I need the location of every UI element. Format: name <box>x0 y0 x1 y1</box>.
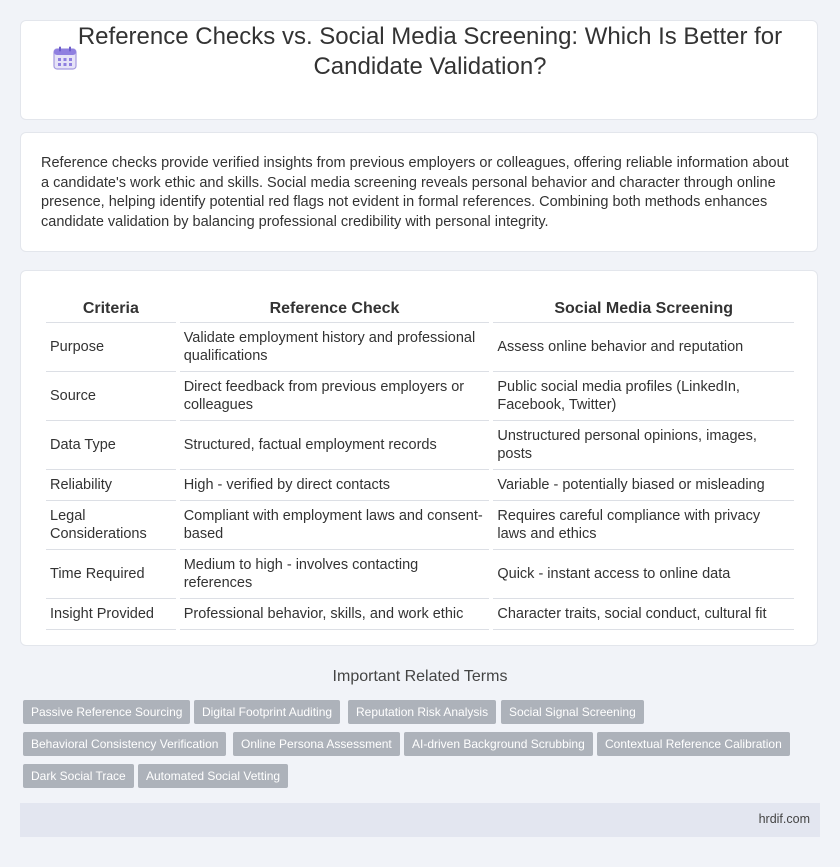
table-cell: Legal Considerations <box>46 501 176 550</box>
page-title: Reference Checks vs. Social Media Screening: Which Is Better for Candidate Validation? <box>77 23 783 80</box>
table-cell: Time Required <box>46 550 176 599</box>
table-cell: Medium to high - involves contacting references <box>180 550 490 599</box>
comparison-table <box>42 295 798 630</box>
table-cell: Public social media profiles (LinkedIn, Facebook, Twitter) <box>493 372 794 421</box>
table-row <box>46 421 794 470</box>
table-cell: Requires careful compliance with privacy laws and ethics <box>493 501 794 550</box>
tag-passive-reference-sourcing[interactable]: Passive Reference Sourcing <box>23 700 190 724</box>
header-criteria: Criteria <box>46 295 176 323</box>
tag-social-signal-screening[interactable]: Social Signal Screening <box>501 700 644 724</box>
tag-dark-social-trace[interactable]: Dark Social Trace <box>23 764 134 788</box>
table-cell: Compliant with employment laws and consent-based <box>180 501 490 550</box>
tag-automated-social-vetting[interactable]: Automated Social Vetting <box>138 764 288 788</box>
tag-digital-footprint-auditing[interactable]: Digital Footprint Auditing <box>194 700 340 724</box>
table-row <box>46 550 794 599</box>
table-cell: Direct feedback from previous employers or colleagues <box>180 372 490 421</box>
intro-card <box>20 132 818 252</box>
footer <box>20 803 820 837</box>
table-cell: Purpose <box>46 323 176 372</box>
table-cell: Variable - potentially biased or misleading <box>493 470 794 501</box>
footer-site-link[interactable]: hrdif.com <box>758 812 810 826</box>
table-cell: Validate employment history and professional qualifications <box>180 323 490 372</box>
table-cell: High - verified by direct contacts <box>180 470 490 501</box>
table-row <box>46 501 794 550</box>
table-cell: Structured, factual employment records <box>180 421 490 470</box>
tag-reputation-risk-analysis[interactable]: Reputation Risk Analysis <box>348 700 496 724</box>
tag-behavioral-consistency-verification[interactable]: Behavioral Consistency Verification <box>23 732 226 756</box>
header-reference-check: Reference Check <box>180 295 490 323</box>
header-social-media-screening: Social Media Screening <box>493 295 794 323</box>
related-terms-title: Important Related Terms <box>332 668 508 685</box>
table-cell: Unstructured personal opinions, images, posts <box>493 421 794 470</box>
intro-paragraph: Reference checks provide verified insights from previous employers or colleagues, offering reliable information about a candidate's work ethic and skills. Social media screening reveals personal behavior and character through online presence, helping identify potential red flags not evident in formal references. Combining both methods enhances candidate validation by balancing professional credibility with personal integrity. <box>41 155 789 230</box>
table-row <box>46 470 794 501</box>
table-row <box>46 599 794 630</box>
table-cell: Reliability <box>46 470 176 501</box>
table-cell: Quick - instant access to online data <box>493 550 794 599</box>
table-cell: Character traits, social conduct, cultural fit <box>493 599 794 630</box>
table-cell: Assess online behavior and reputation <box>493 323 794 372</box>
table-cell: Data Type <box>46 421 176 470</box>
table-row <box>46 372 794 421</box>
table-cell: Insight Provided <box>46 599 176 630</box>
table-cell: Professional behavior, skills, and work ethic <box>180 599 490 630</box>
tag-online-persona-assessment[interactable]: Online Persona Assessment <box>233 732 400 756</box>
table-cell: Source <box>46 372 176 421</box>
tag-contextual-reference-calibration[interactable]: Contextual Reference Calibration <box>597 732 790 756</box>
table-card <box>20 270 818 646</box>
table-row <box>46 323 794 372</box>
tag-ai-driven-background-scrubbing[interactable]: AI-driven Background Scrubbing <box>404 732 593 756</box>
